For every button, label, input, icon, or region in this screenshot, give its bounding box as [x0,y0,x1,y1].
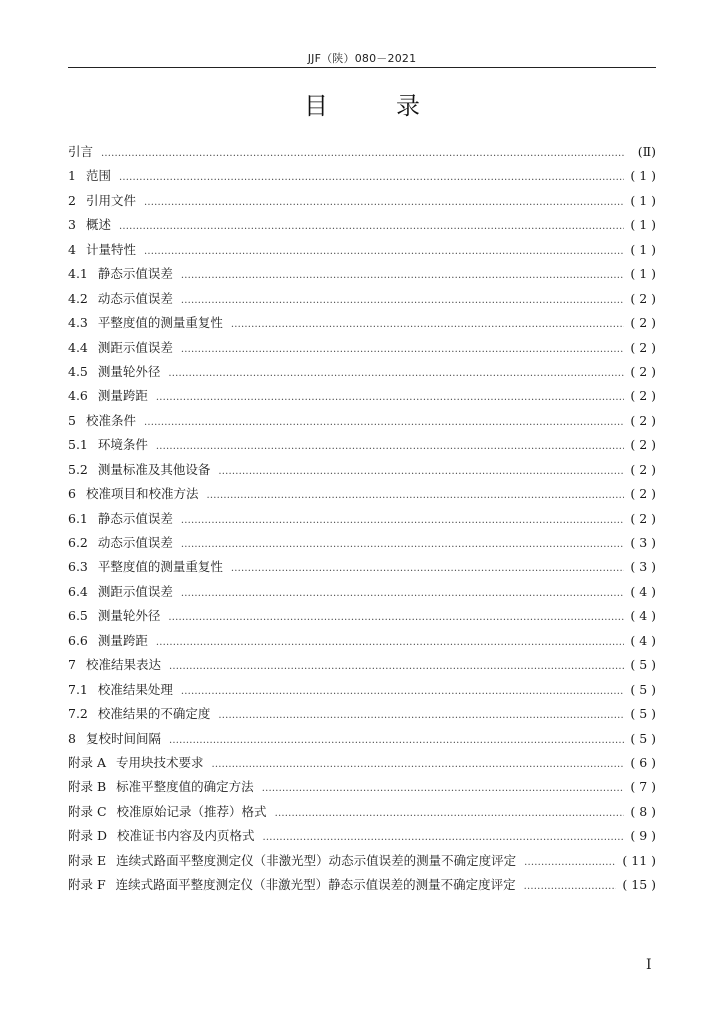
toc-leader-dots [144,189,624,215]
toc-entry-number: 6.6 [68,632,88,648]
toc-entry[interactable] [68,507,656,531]
toc-entry-number: 附录 D [68,828,107,844]
toc-entry-page: ( 11 ) [622,852,656,868]
toc-entry-number: 8 [68,730,76,746]
toc-entry[interactable] [68,238,656,262]
toc-leader-dots [262,775,624,801]
toc-entry[interactable] [68,409,656,433]
toc-entry-title: 连续式路面平整度测定仪（非激光型）静态示值误差的测量不确定度评定 [115,877,516,893]
toc-entry[interactable] [68,678,656,702]
toc-entry[interactable] [68,458,656,482]
toc-entry-title: 标准平整度值的确定方法 [116,779,254,795]
toc-entry-number: 附录 C [68,803,107,819]
page-number: I [646,957,652,973]
toc-entry[interactable] [68,140,656,164]
toc-entry-page: ( 1 ) [630,241,656,257]
toc-entry-number: 5.1 [68,437,88,453]
toc-entry-page: ( 2 ) [630,388,656,404]
toc-entry-number: 2 [68,192,76,208]
toc-entry-title: 测量标准及其他设备 [97,461,211,477]
toc-entry-title: 测量跨距 [97,388,148,404]
toc-entry-page: ( 6 ) [630,754,656,770]
toc-entry-page: ( 9 ) [630,828,656,844]
toc-entry-number: 6.4 [68,583,88,599]
toc-entry-page: ( 1 ) [630,168,656,184]
toc-leader-dots [181,336,624,362]
toc-leader-dots [231,311,624,337]
toc-leader-dots [212,751,624,777]
toc-leader-dots [156,629,624,655]
toc-entry[interactable] [68,311,656,335]
toc-entry[interactable] [68,189,656,213]
toc-entry-number: 4.3 [68,315,88,331]
toc-entry[interactable] [68,287,656,311]
toc-entry-title: 引用文件 [85,192,136,208]
toc-entry-number: 4 [68,241,76,257]
toc-leader-dots [524,849,616,875]
toc-entry-page: ( 3 ) [630,535,656,550]
toc-entry-title: 校准结果的不确定度 [97,706,211,722]
toc-entry-page: ( 3 ) [630,559,656,575]
toc-entry-number: 5.2 [68,461,88,477]
toc-entry-title: 测量轮外径 [97,608,161,624]
toc-entry-number: 7.1 [68,681,88,697]
toc-entry[interactable] [68,336,656,360]
toc-leader-dots [181,580,624,606]
toc-entry-number: 1 [68,168,76,184]
toc-entry-page: ( 2 ) [630,363,656,379]
toc-entry-page: ( 8 ) [630,803,656,819]
toc-entry-number: 4.2 [68,290,88,306]
toc-entry-title: 校准结果表达 [85,657,161,673]
toc-entry-page: (Ⅱ) [637,144,656,159]
toc-entry-number: 6.3 [68,559,88,575]
toc-entry-title: 测量轮外径 [97,363,161,379]
toc-entry-number: 4.4 [68,339,88,355]
toc-entry[interactable] [68,482,656,506]
toc-entry-number: 5 [68,412,76,428]
toc-leader-dots [181,678,624,704]
toc-entry-title: 概述 [85,217,111,233]
toc-entry[interactable] [68,384,656,408]
toc-entry[interactable] [68,604,656,628]
toc-entry-number: 附录 F [68,877,106,893]
toc-entry-title: 专用块技术要求 [116,754,204,770]
toc-entry-number: 4.5 [68,363,88,379]
toc-entry-title: 校准结果处理 [97,681,173,697]
toc-entry[interactable] [68,531,656,555]
toc-entry-page: ( 5 ) [630,681,656,697]
toc-entry-page: ( 1 ) [630,192,656,208]
toc-leader-dots [119,213,624,239]
toc-leader-dots [524,873,617,899]
toc-leader-dots [181,287,624,313]
toc-entry-title: 动态示值误差 [97,535,173,550]
toc-entry-page: ( 2 ) [630,339,656,355]
toc-entry[interactable] [68,213,656,237]
toc-entry-page: ( 2 ) [630,510,656,526]
toc-leader-dots [181,531,624,557]
toc-entry-page: ( 5 ) [630,730,656,746]
table-of-contents [68,140,656,898]
toc-entry-title: 环境条件 [97,437,148,453]
toc-entry-page: ( 4 ) [630,583,656,599]
toc-entry-page: ( 1 ) [630,217,656,233]
toc-entry-number: 6.5 [68,608,88,624]
toc-entry-number: 附录 E [68,852,107,868]
toc-entry-page: ( 1 ) [630,266,656,282]
toc-entry-title: 校准条件 [85,412,136,428]
toc-entry-page: ( 5 ) [630,706,656,722]
toc-entry-title: 范围 [85,168,111,184]
toc-entry-number: 附录 A [68,754,107,770]
header-rule [68,67,656,68]
toc-entry[interactable] [68,629,656,653]
toc-entry-page: ( 2 ) [630,315,656,331]
toc-entry-title: 校准原始记录（推荐）格式 [116,803,267,819]
toc-leader-dots [156,433,624,459]
toc-entry[interactable] [68,727,656,751]
toc-entry[interactable] [68,360,656,384]
toc-entry-number: 6.2 [68,535,88,550]
page-title: 目 录 [304,92,442,120]
toc-leader-dots [263,824,624,850]
toc-entry[interactable] [68,262,656,286]
toc-leader-dots [101,140,624,166]
toc-entry-title: 静态示值误差 [97,266,173,282]
toc-entry-number: 6 [68,486,76,502]
toc-leader-dots [218,458,624,484]
toc-leader-dots [181,262,624,288]
toc-entry-title: 静态示值误差 [97,510,173,526]
toc-entry-page: ( 15 ) [622,877,656,893]
toc-entry-number: 6.1 [68,510,88,526]
toc-entry-page: ( 2 ) [630,486,656,502]
toc-leader-dots [144,238,624,264]
toc-entry-title: 计量特性 [85,241,136,257]
toc-entry-title: 校准证书内容及内页格式 [117,828,255,844]
toc-entry[interactable] [68,824,656,848]
toc-leader-dots [168,360,624,386]
toc-entry[interactable] [68,873,656,897]
toc-entry-title: 动态示值误差 [97,290,173,306]
toc-entry-title: 连续式路面平整度测定仪（非激光型）动态示值误差的测量不确定度评定 [116,852,517,868]
toc-entry[interactable] [68,849,656,873]
toc-entry-page: ( 4 ) [630,632,656,648]
toc-entry[interactable] [68,702,656,726]
toc-entry-number: 3 [68,217,76,233]
toc-entry[interactable] [68,800,656,824]
toc-entry-number: 4.6 [68,388,88,404]
document-code: JJF（陕）080－2021 [307,52,417,65]
toc-leader-dots [169,653,624,679]
toc-entry[interactable] [68,751,656,775]
toc-entry-page: ( 5 ) [630,657,656,673]
toc-entry-page: ( 2 ) [630,412,656,428]
toc-entry-title: 引言 [68,144,94,159]
toc-entry[interactable] [68,580,656,604]
toc-entry-page: ( 2 ) [630,461,656,477]
toc-leader-dots [119,164,624,190]
toc-entry-number: 7.2 [68,706,88,722]
toc-entry-page: ( 2 ) [630,437,656,453]
toc-entry-title: 平整度值的测量重复性 [97,559,223,575]
toc-leader-dots [218,702,624,728]
toc-entry-title: 测量跨距 [97,632,148,648]
toc-entry-title: 测距示值误差 [97,339,173,355]
toc-entry[interactable] [68,433,656,457]
toc-entry-number: 4.1 [68,266,88,282]
toc-entry-page: ( 7 ) [630,779,656,795]
toc-entry-title: 测距示值误差 [97,583,173,599]
toc-leader-dots [156,384,624,410]
toc-entry[interactable] [68,653,656,677]
toc-entry[interactable] [68,555,656,579]
toc-entry[interactable] [68,775,656,799]
toc-entry-page: ( 4 ) [630,608,656,624]
toc-entry-number: 7 [68,657,76,673]
toc-leader-dots [181,507,624,533]
toc-leader-dots [206,482,624,508]
toc-entry-title: 复校时间间隔 [85,730,161,746]
toc-entry-title: 校准项目和校准方法 [85,486,199,502]
toc-leader-dots [144,409,624,435]
toc-leader-dots [169,727,624,753]
toc-leader-dots [168,604,624,630]
toc-leader-dots [275,800,624,826]
toc-entry-page: ( 2 ) [630,290,656,306]
toc-entry-number: 附录 B [68,779,107,795]
toc-entry[interactable] [68,164,656,188]
toc-entry-title: 平整度值的测量重复性 [97,315,223,331]
toc-leader-dots [231,555,624,581]
